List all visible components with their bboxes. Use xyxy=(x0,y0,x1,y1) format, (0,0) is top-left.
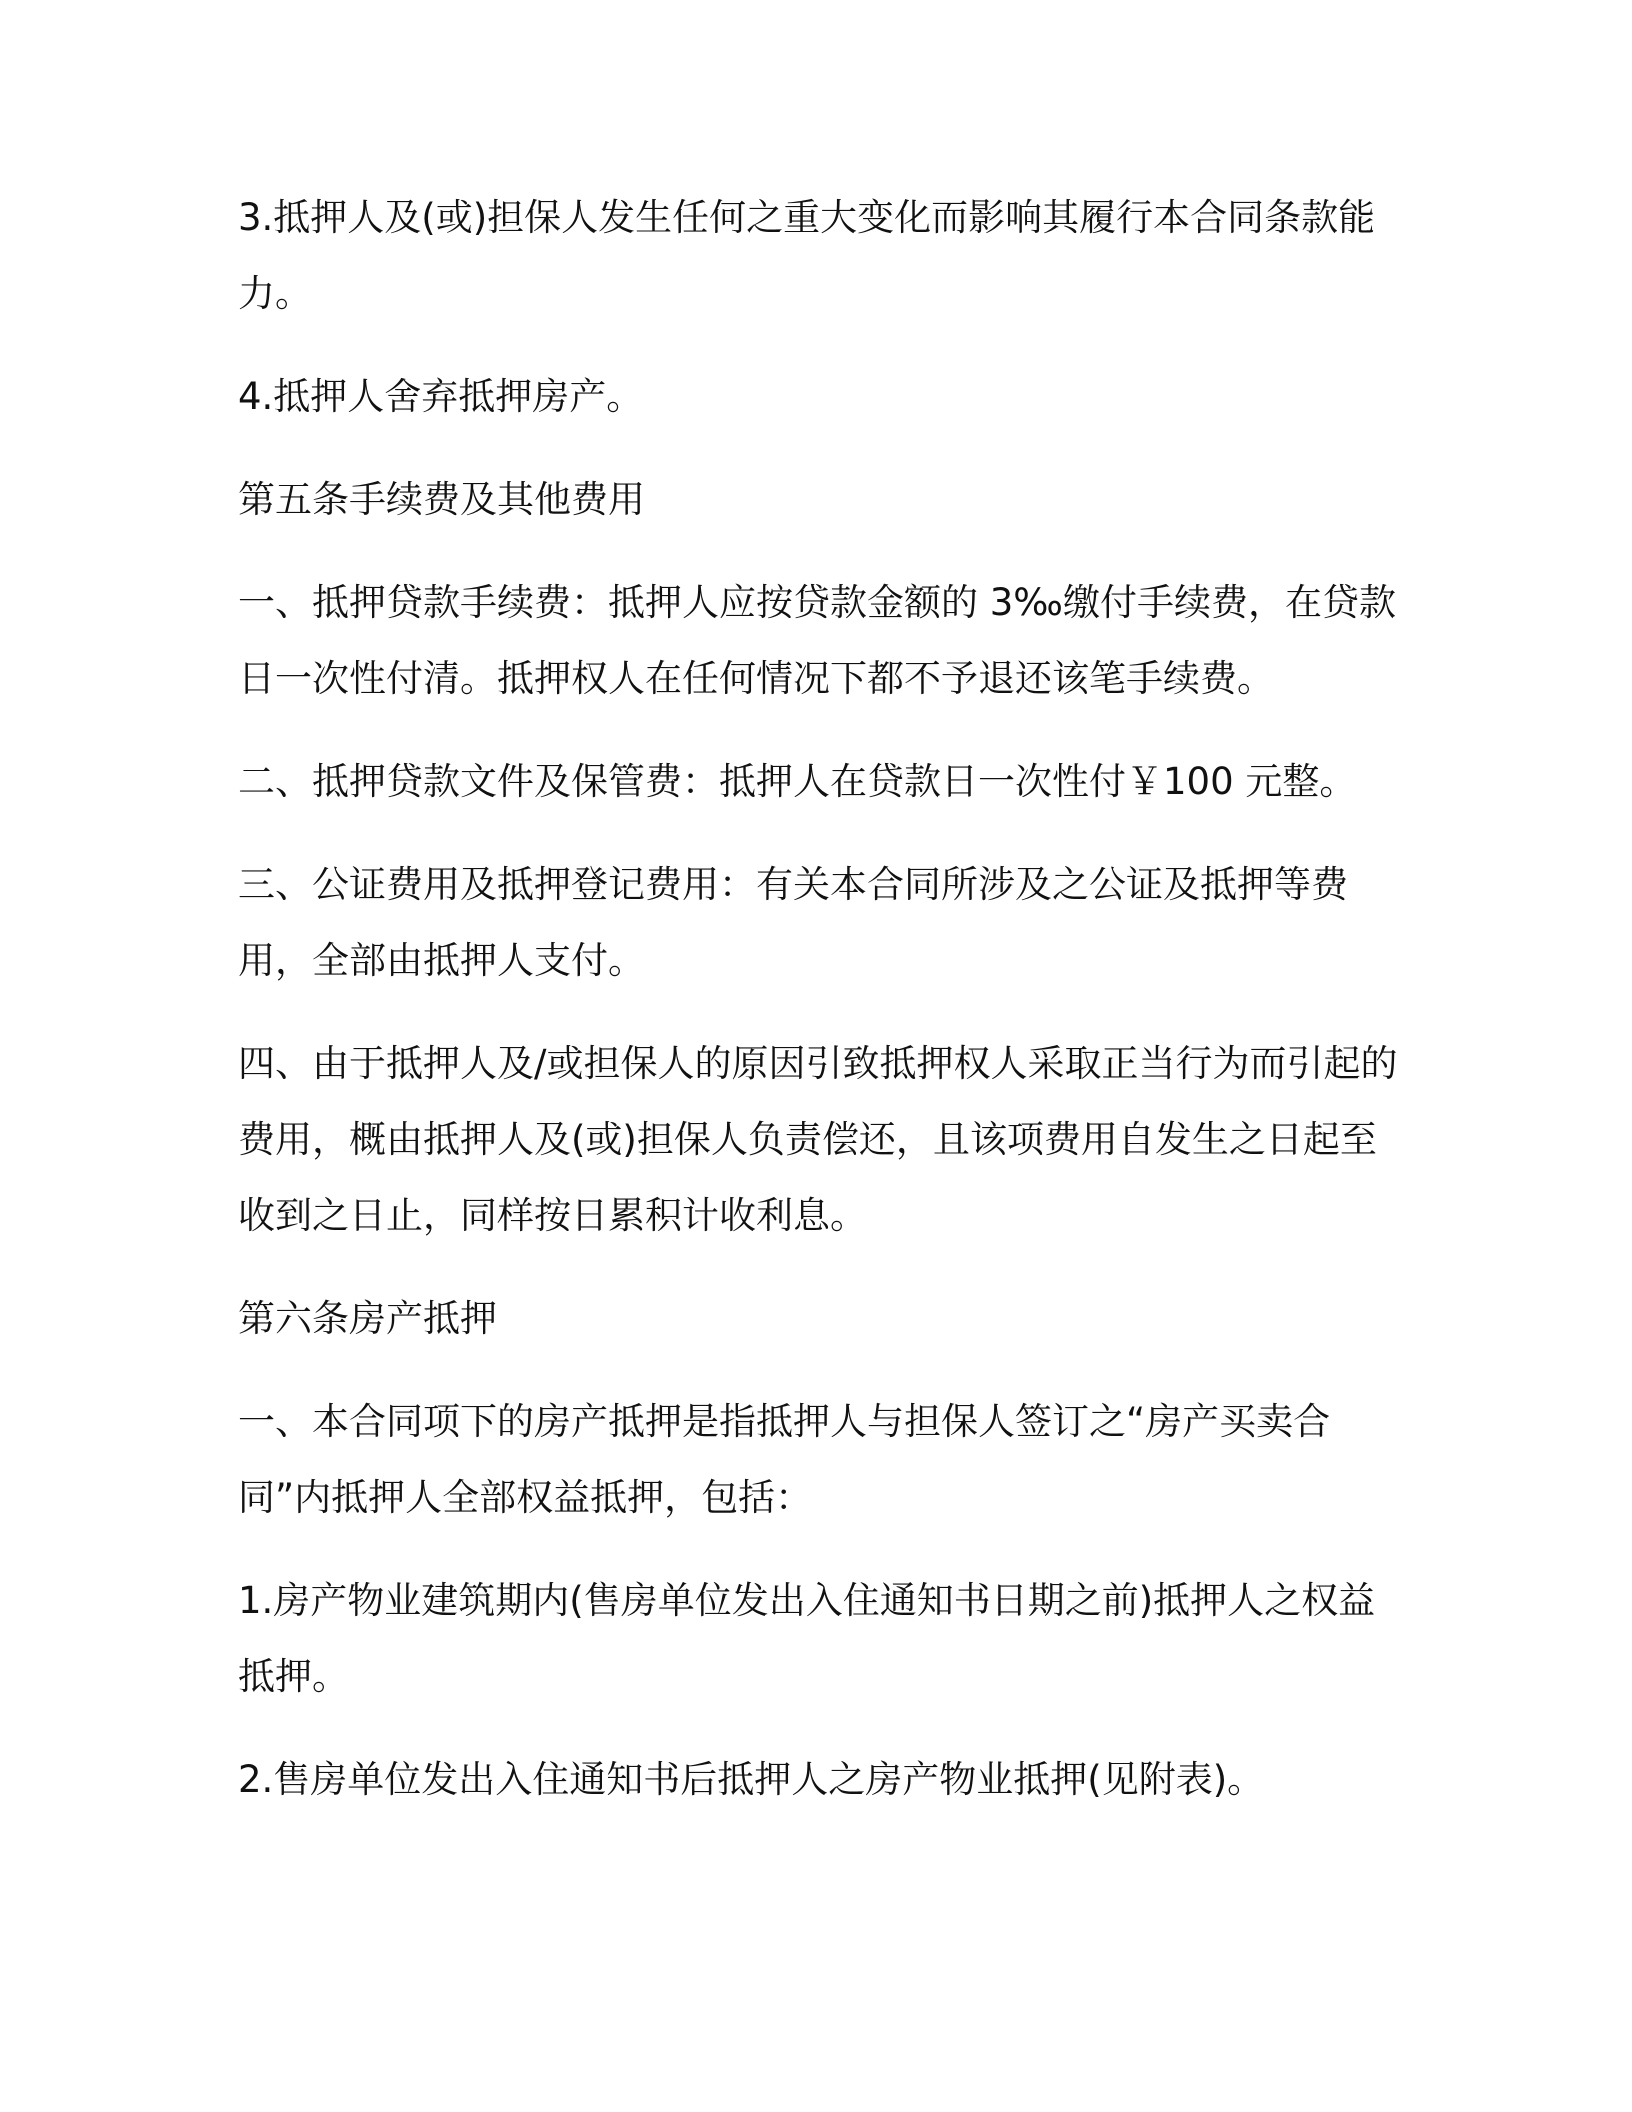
article-6-subitem-1: 1.房产物业建筑期内(售房单位发出入住通知书日期之前)抵押人之权益抵押。 xyxy=(238,1579,1376,1698)
article-6-heading: 第六条房产抵押 xyxy=(238,1297,497,1340)
article-5-item-4: 四、由于抵押人及/或担保人的原因引致抵押权人采取正当行为而引起的费用，概由抵押人及(或)担保人负责偿还，且该项费用自发生之日起至收到之日止，同样按日累积计收利息。 xyxy=(238,1042,1398,1237)
document-body xyxy=(238,180,1398,1845)
article-5-item-3: 三、公证费用及抵押登记费用：有关本合同所涉及之公证及抵押等费用，全部由抵押人支付。 xyxy=(238,863,1348,982)
article-5-item-1: 一、抵押贷款手续费：抵押人应按贷款金额的 3‰缴付手续费，在贷款日一次性付清。抵押权人在任何情况下都不予退还该笔手续费。 xyxy=(238,581,1396,700)
article-5-heading: 第五条手续费及其他费用 xyxy=(238,478,645,521)
clause-4-text: 4.抵押人舍弃抵押房产。 xyxy=(238,375,644,418)
article-6-subitem-2: 2.售房单位发出入住通知书后抵押人之房产物业抵押(见附表)。 xyxy=(238,1758,1265,1801)
article-6-item-1: 一、本合同项下的房产抵押是指抵押人与担保人签订之“房产买卖合同”内抵押人全部权益抵押，包括： xyxy=(238,1400,1331,1519)
clause-3-text: 3.抵押人及(或)担保人发生任何之重大变化而影响其履行本合同条款能力。 xyxy=(238,196,1376,315)
article-5-item-2: 二、抵押贷款文件及保管费：抵押人在贷款日一次性付￥100 元整。 xyxy=(238,760,1357,803)
